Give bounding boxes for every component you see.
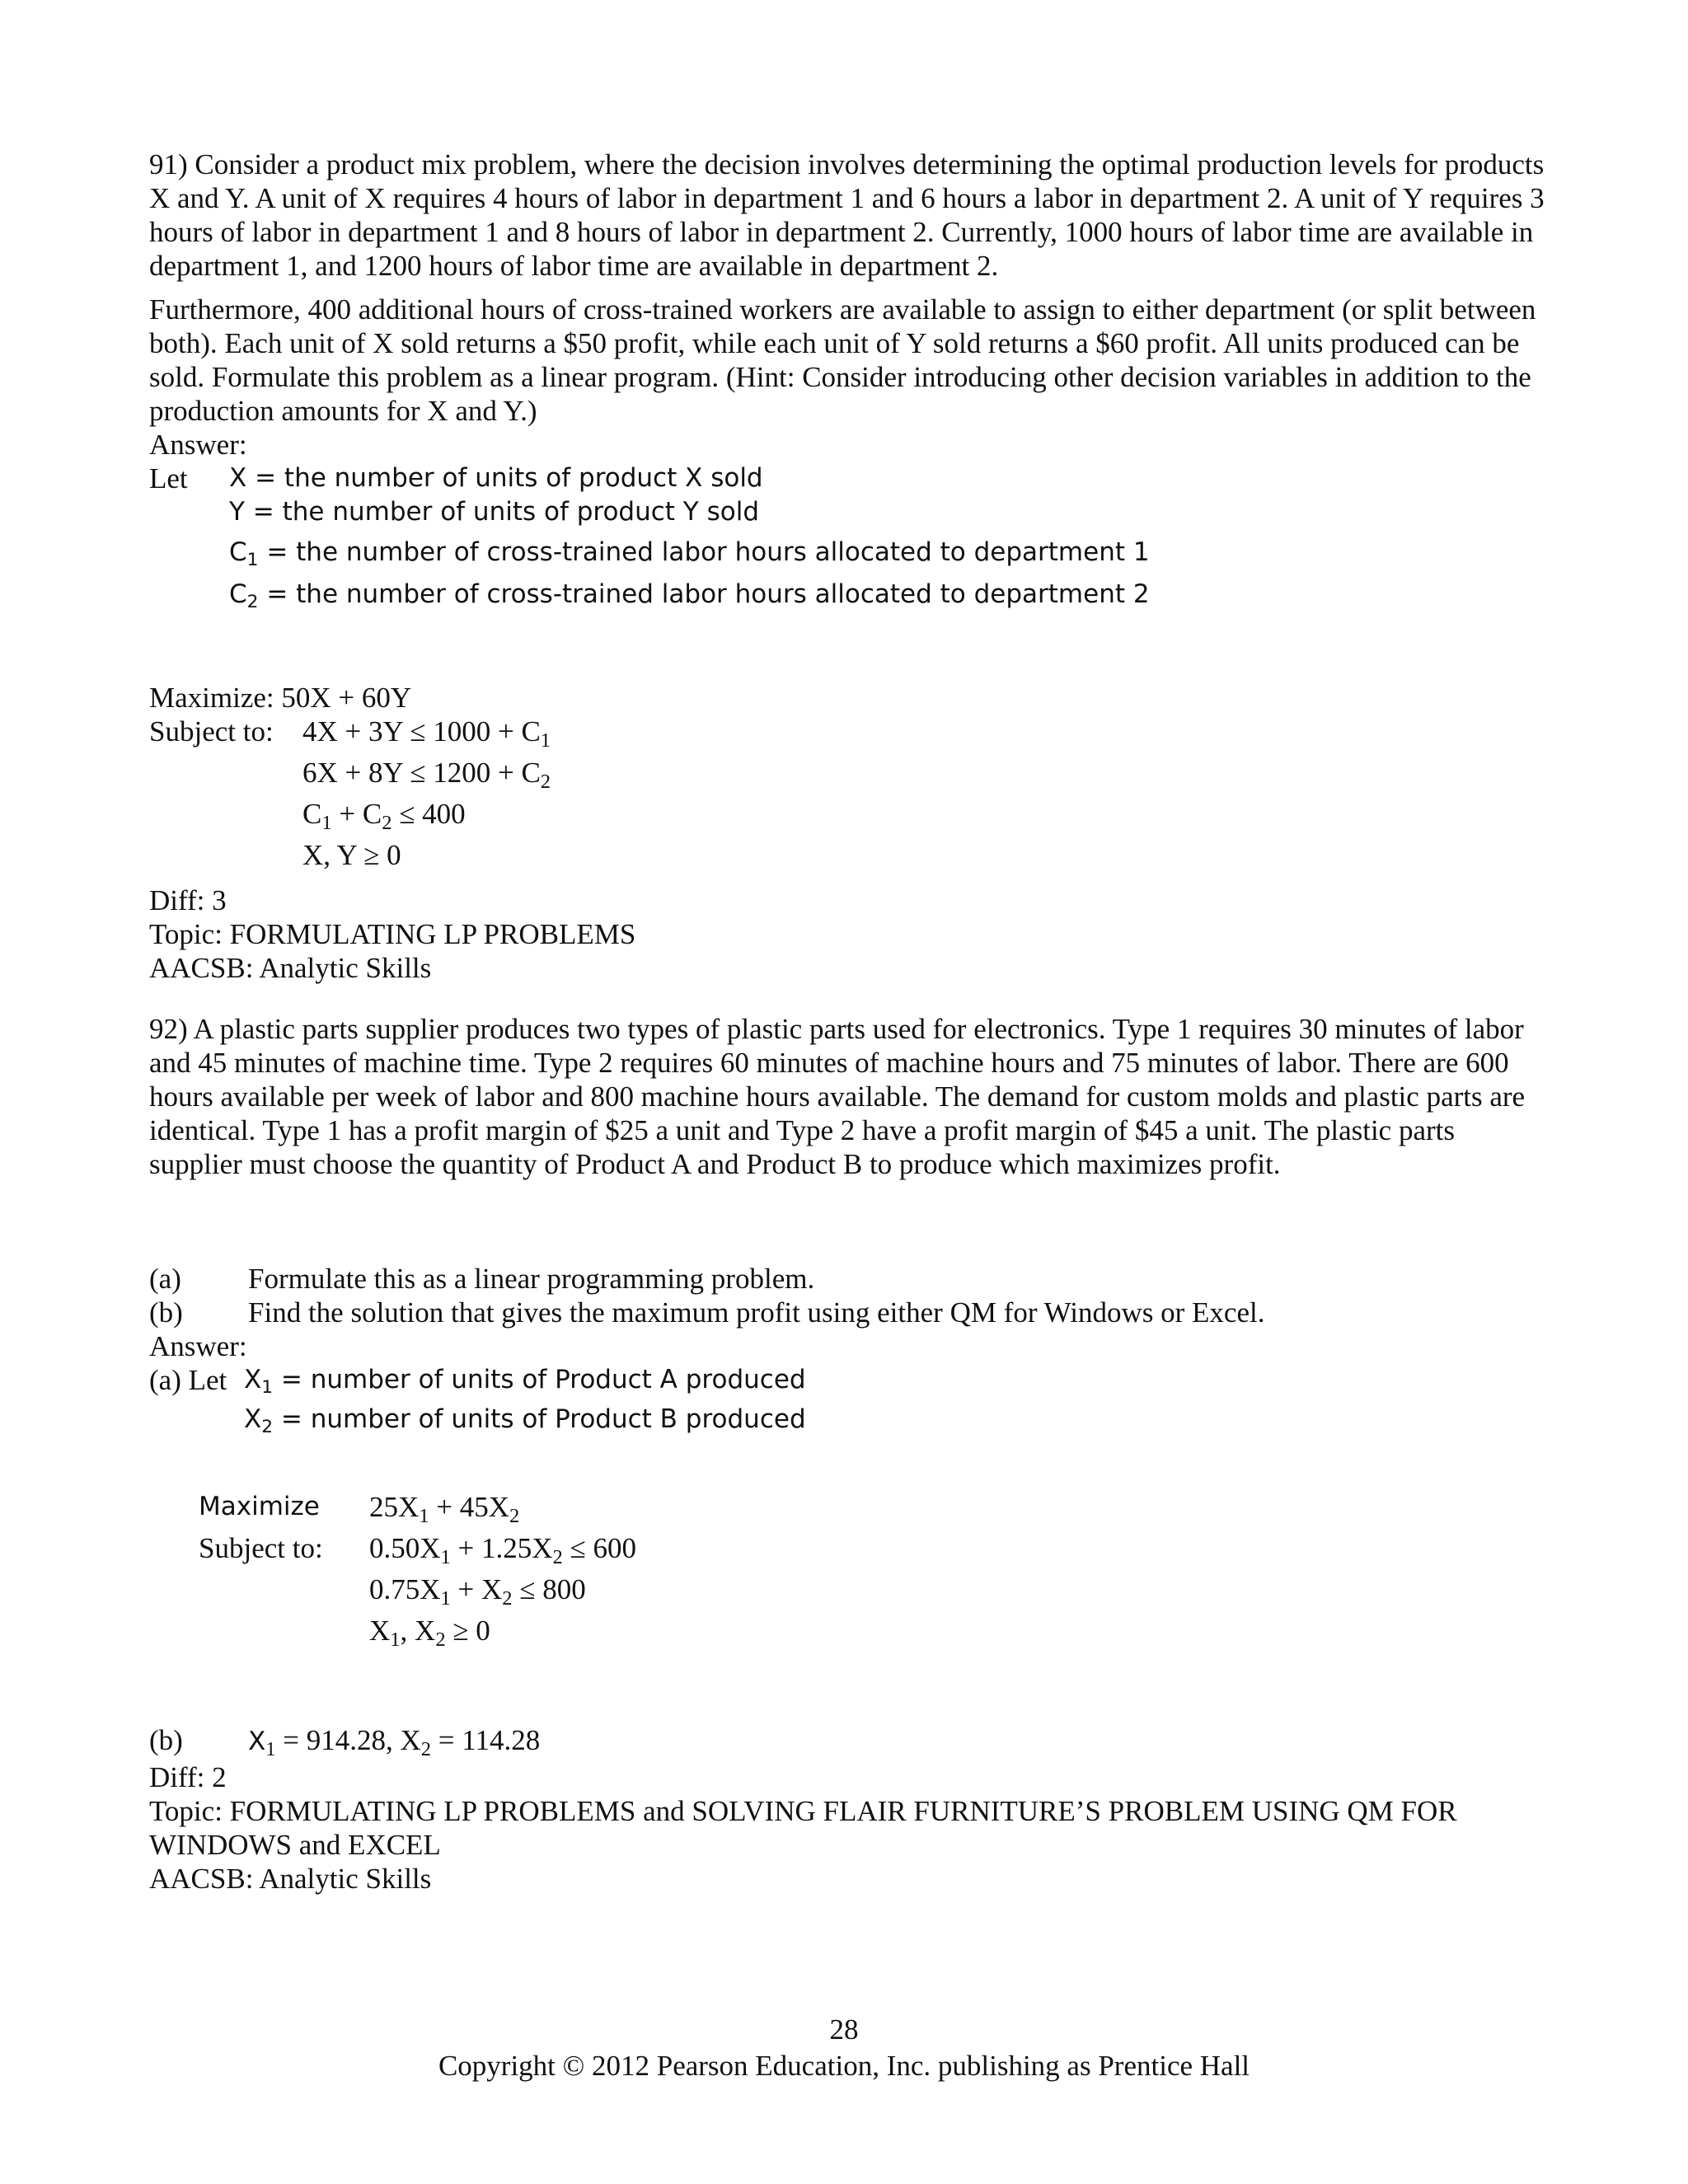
q92-constraint-1: $0.50X_1 + 1.25X_2 \le 600$ — [369, 1532, 637, 1568]
q92-maximize-label: Maximize — [199, 1492, 320, 1521]
q92-model — [199, 1490, 1600, 1651]
q92-solution-values: $X_1 = 914.28$, $X_2 = 114.28$ — [248, 1724, 541, 1760]
q92-subject-label: Subject to: — [199, 1532, 323, 1564]
q92-item-b: (b) Find the solution that gives the maximum profit using either QM for Windows or Excel. — [149, 1296, 1265, 1329]
q92-constraint-2: $0.75X_1 + X_2 \le 800$ — [369, 1573, 586, 1610]
q91-subject-label: Subject to: — [149, 715, 274, 748]
q92-constraint-row-1 — [199, 1531, 1600, 1568]
q92-aacsb: AACSB: Analytic Skills — [149, 1863, 432, 1895]
q92-solution-row — [149, 1723, 1550, 1759]
q92-diff: Diff: 2 — [149, 1761, 227, 1793]
q91-let-row — [149, 462, 1550, 495]
q92-constraint-3: $X_1$, $X_2 \ge 0$ — [369, 1615, 490, 1651]
q91-constraint-4: X, Y ≥ 0 — [302, 839, 401, 871]
q92-let-label: (a) Let — [149, 1364, 227, 1396]
q91-answer-label: Answer: — [149, 429, 247, 461]
question-92 — [149, 1012, 1550, 1181]
q92-answer-label: Answer: — [149, 1330, 247, 1362]
q91-objective: Maximize: 50X + 60Y — [149, 682, 412, 714]
q92-solution — [149, 1723, 1550, 1896]
q91-aacsb: AACSB: Analytic Skills — [149, 952, 432, 984]
q92-topic: Topic: FORMULATING LP PROBLEMS and SOLVING FLAIR FURNITURE’S PROBLEM USING QM FOR WINDOWS and EXCEL — [149, 1795, 1457, 1861]
q92-objective: $25X_1 + 45X_2$ — [369, 1491, 520, 1527]
q91-var-c2: $C_2$ = the number of cross-trained labor hours allocated to department 2 — [229, 579, 1150, 613]
q91-var-y: Y = the number of units of product Y sold — [229, 497, 760, 527]
question-91 — [149, 148, 1550, 612]
q91-topic: Topic: FORMULATING LP PROBLEMS — [149, 918, 636, 950]
q92-item-a: (a) Formulate this as a linear programming problem. — [149, 1263, 815, 1295]
q91-let-label: Let — [149, 462, 188, 494]
q92-paragraph: 92) A plastic parts supplier produces two types of plastic parts used for electronics. Type 1 requires 30 minutes of labor and 45 minutes of machine time. Type 2 requires 60 minutes of machine hours and 75 minutes of labor. There are 600 hours available per week of labor and 800 machine hours available. The demand for custom molds and plastic parts are identical. Type 1 has a profit margin of $25 a unit and Type 2 have a profit margin of $45 a unit. The plastic parts supplier must choose the quantity of Product A and Product B to produce which maximizes profit. — [149, 1013, 1526, 1180]
q92-objective-row — [199, 1490, 1600, 1527]
q91-diff: Diff: 3 — [149, 884, 227, 916]
copyright-footer: Copyright © 2012 Pearson Education, Inc. publishing as Prentice Hall — [438, 2050, 1250, 2082]
q92-solution-label: (b) — [149, 1724, 183, 1756]
q91-var-c1: $C_1$ = the number of cross-trained labor hours allocated to department 1 — [229, 537, 1150, 571]
q91-paragraph-2: Furthermore, 400 additional hours of cross-trained workers are available to assign to either department (or split between both). Each unit of X sold returns a $50 profit, while each unit of Y sold returns a $60 profit. All units produced can be sold. Formulate this problem as a linear program. (Hint: Consider introducing other decision variables in addition to the production amounts for X and Y.) — [149, 293, 1536, 427]
q92-let-row — [149, 1363, 1550, 1397]
q91-model — [149, 681, 1550, 985]
q91-var-x: X = the number of units of product X sold — [229, 463, 763, 493]
page-number: 28 — [829, 2013, 859, 2046]
q92-var-x1: $X_1$ = number of units of Product A produced — [244, 1365, 806, 1399]
q91-paragraph-1: 91) Consider a product mix problem, where the decision involves determining the optimal production levels for products X and Y. A unit of X requires 4 hours of labor in department 1 and 6 hours a labor in department 2. A unit of Y requires 3 hours of labor in department 1 and 8 hours of labor in department 2. Currently, 1000 hours of labor time are available in department 1, and 1200 hours of labor time are available in department 2. — [149, 148, 1545, 282]
q92-items — [149, 1262, 1550, 1436]
q91-constraint-3: $C_1 + C_2 \le 400$ — [302, 798, 466, 834]
q91-constraint-1: $4X + 3Y \le 1000 + C_1$ — [302, 715, 551, 752]
q92-var-x2: $X_2$ = number of units of Product B produced — [244, 1404, 806, 1438]
q91-constraint-2: $6X + 8Y \le 1200 + C_2$ — [302, 757, 551, 793]
q91-constraint-row-1 — [149, 715, 1550, 752]
